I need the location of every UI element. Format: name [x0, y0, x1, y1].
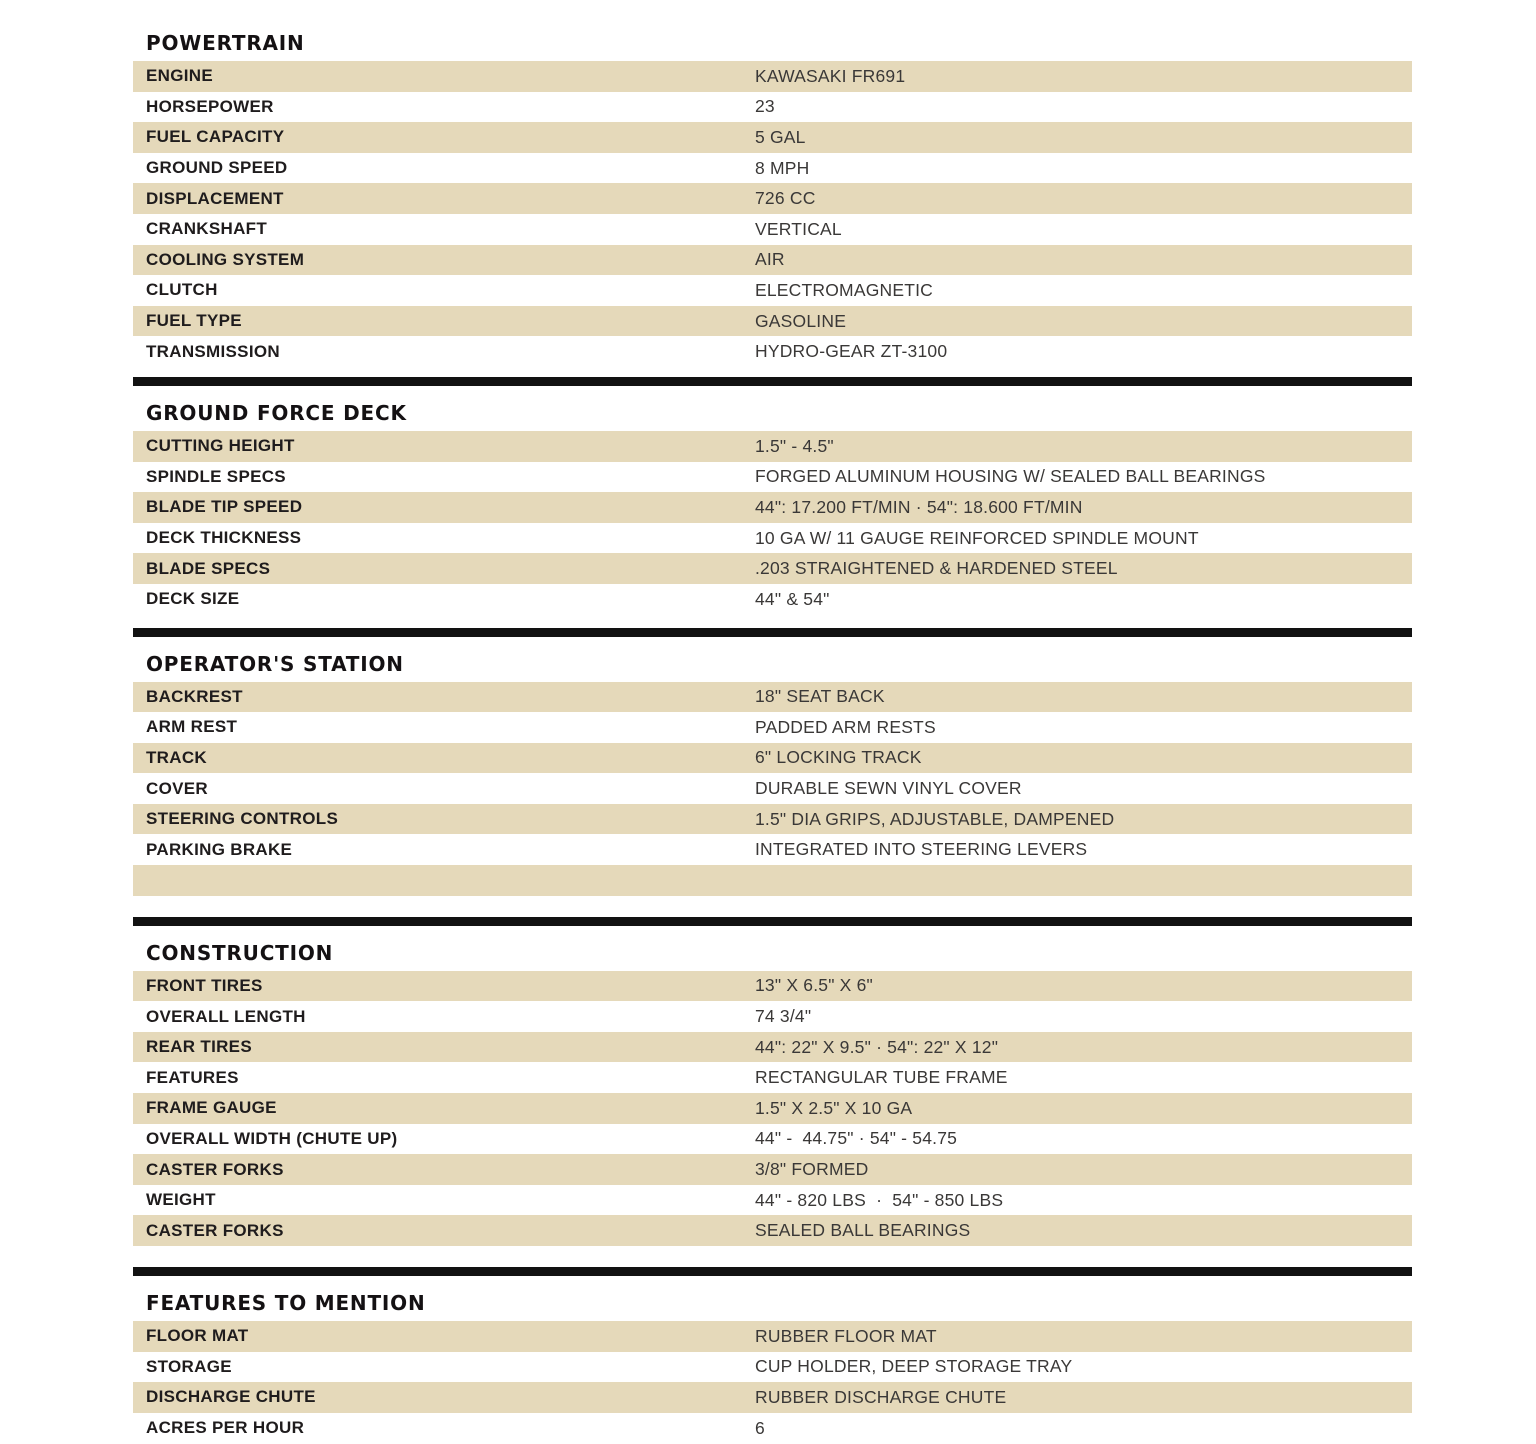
section-divider: [133, 1267, 1412, 1276]
spec-value: 1.5" X 2.5" X 10 GA: [755, 1097, 913, 1118]
spec-row: [133, 1093, 1412, 1124]
spec-row: [133, 153, 1412, 184]
section-title: POWERTRAIN: [146, 31, 305, 55]
spec-value: CUP HOLDER, DEEP STORAGE TRAY: [755, 1356, 1073, 1377]
spec-label: COVER: [146, 778, 208, 798]
spec-row: [133, 214, 1412, 245]
spec-value: .203 STRAIGHTENED & HARDENED STEEL: [755, 558, 1118, 579]
spec-label: FUEL CAPACITY: [146, 127, 285, 147]
spec-row: [133, 92, 1412, 123]
spec-label: CUTTING HEIGHT: [146, 436, 295, 456]
spec-row: [133, 584, 1412, 615]
spec-value: 8 MPH: [755, 157, 810, 178]
section-title: OPERATOR'S STATION: [146, 651, 404, 676]
spec-row-empty: [133, 865, 1412, 896]
spec-value: ELECTROMAGNETIC: [755, 279, 934, 300]
spec-label: SPINDLE SPECS: [146, 466, 286, 486]
spec-row: [133, 275, 1412, 306]
spec-value: HYDRO-GEAR ZT-3100: [755, 341, 948, 362]
spec-row: [133, 245, 1412, 276]
spec-label: COOLING SYSTEM: [146, 249, 305, 269]
section-title: GROUND FORCE DECK: [146, 400, 407, 425]
spec-section-construction: [133, 926, 1412, 1246]
section-divider: [133, 377, 1412, 386]
spec-row: [133, 1382, 1412, 1413]
section-rows: [133, 971, 1412, 1246]
spec-label: WEIGHT: [146, 1190, 216, 1210]
spec-row: [133, 336, 1412, 367]
spec-label: HORSEPOWER: [146, 96, 274, 116]
spec-label: FEATURES: [146, 1067, 239, 1087]
spec-label: CLUTCH: [146, 280, 218, 300]
spec-value: DURABLE SEWN VINYL COVER: [755, 778, 1022, 799]
spec-value: 44": 22" X 9.5" · 54": 22" X 12": [755, 1036, 999, 1057]
spec-label: DECK THICKNESS: [146, 528, 302, 548]
spec-row: [133, 492, 1412, 523]
section-rows: [133, 61, 1412, 367]
spec-row: [133, 122, 1412, 153]
spec-value: AIR: [755, 249, 785, 270]
spec-value: VERTICAL: [755, 218, 842, 239]
spec-value: 10 GA W/ 11 GAUGE REINFORCED SPINDLE MOUNT: [755, 527, 1199, 548]
spec-label: DISPLACEMENT: [146, 188, 284, 208]
spec-row: [133, 431, 1412, 462]
spec-value: 1.5" DIA GRIPS, ADJUSTABLE, DAMPENED: [755, 808, 1115, 829]
spec-label: ENGINE: [146, 66, 213, 86]
spec-value: 3/8" FORMED: [755, 1159, 869, 1180]
spec-row: [133, 462, 1412, 493]
spec-label: FLOOR MAT: [146, 1326, 249, 1346]
spec-value: INTEGRATED INTO STEERING LEVERS: [755, 839, 1088, 860]
spec-value: 6: [755, 1417, 765, 1438]
spec-value: KAWASAKI FR691: [755, 65, 906, 86]
spec-label: PARKING BRAKE: [146, 839, 293, 859]
spec-row: [133, 834, 1412, 865]
spec-row: [133, 971, 1412, 1002]
spec-label: FUEL TYPE: [146, 311, 242, 331]
spec-value: RECTANGULAR TUBE FRAME: [755, 1067, 1008, 1088]
section-rows: [133, 1321, 1412, 1443]
spec-row: [133, 682, 1412, 713]
section-rows: [133, 431, 1412, 615]
spec-value: 18" SEAT BACK: [755, 686, 885, 707]
spec-row: [133, 523, 1412, 554]
spec-value: 44" - 820 LBS · 54" - 850 LBS: [755, 1189, 1004, 1210]
spec-row: [133, 183, 1412, 214]
spec-label: BLADE TIP SPEED: [146, 497, 303, 517]
spec-label: TRACK: [146, 747, 207, 767]
spec-section-ground-force-deck: [133, 386, 1412, 615]
spec-value: 726 CC: [755, 188, 816, 209]
spec-row: [133, 1154, 1412, 1185]
section-divider: [133, 628, 1412, 637]
spec-row: [133, 1413, 1412, 1444]
spec-label: ARM REST: [146, 717, 238, 737]
spec-label: DECK SIZE: [146, 589, 240, 609]
spec-row: [133, 61, 1412, 92]
spec-value: RUBBER FLOOR MAT: [755, 1325, 937, 1346]
spec-row: [133, 1032, 1412, 1063]
spec-label: FRONT TIRES: [146, 975, 263, 995]
spec-label: BACKREST: [146, 686, 243, 706]
spec-label: ACRES PER HOUR: [146, 1418, 305, 1438]
spec-value: 23: [755, 96, 775, 117]
spec-value: 44" - 44.75" · 54" - 54.75: [755, 1128, 958, 1149]
spec-label: OVERALL WIDTH (CHUTE UP): [146, 1128, 398, 1148]
spec-row: [133, 553, 1412, 584]
spec-row: [133, 1185, 1412, 1216]
spec-label: STORAGE: [146, 1356, 232, 1376]
section-divider: [133, 917, 1412, 926]
spec-row: [133, 1001, 1412, 1032]
spec-section-operator-s-station: [133, 637, 1412, 896]
spec-value: PADDED ARM RESTS: [755, 716, 936, 737]
spec-row: [133, 1062, 1412, 1093]
spec-row: [133, 306, 1412, 337]
spec-value: 44": 17.200 FT/MIN · 54": 18.600 FT/MIN: [755, 496, 1083, 517]
spec-label: CRANKSHAFT: [146, 219, 268, 239]
spec-row: [133, 1321, 1412, 1352]
spec-value: SEALED BALL BEARINGS: [755, 1220, 971, 1241]
spec-value: 44" & 54": [755, 588, 830, 609]
spec-row: [133, 1352, 1412, 1383]
spec-label: CASTER FORKS: [146, 1159, 284, 1179]
spec-row: [133, 712, 1412, 743]
spec-section-features-to-mention: [133, 1276, 1412, 1443]
spec-row: [133, 1124, 1412, 1155]
spec-row: [133, 743, 1412, 774]
spec-value: 5 GAL: [755, 126, 806, 147]
spec-label: FRAME GAUGE: [146, 1098, 277, 1118]
spec-label: STEERING CONTROLS: [146, 809, 339, 829]
spec-value: RUBBER DISCHARGE CHUTE: [755, 1386, 1007, 1407]
spec-value: GASOLINE: [755, 310, 847, 331]
section-rows: [133, 682, 1412, 896]
spec-label: OVERALL LENGTH: [146, 1006, 306, 1026]
spec-label: CASTER FORKS: [146, 1220, 284, 1240]
spec-value: 74 3/4": [755, 1006, 812, 1027]
spec-row: [133, 804, 1412, 835]
spec-label: DISCHARGE CHUTE: [146, 1387, 316, 1407]
spec-row: [133, 1215, 1412, 1246]
spec-value: FORGED ALUMINUM HOUSING W/ SEALED BALL BEARINGS: [755, 466, 1266, 487]
spec-sheet: [133, 0, 1412, 1443]
spec-label: REAR TIRES: [146, 1037, 252, 1057]
spec-label: GROUND SPEED: [146, 158, 288, 178]
spec-label: BLADE SPECS: [146, 558, 271, 578]
spec-section-powertrain: [133, 10, 1412, 367]
spec-label: TRANSMISSION: [146, 341, 280, 361]
spec-value: 13" X 6.5" X 6": [755, 975, 873, 996]
section-title: CONSTRUCTION: [146, 940, 334, 965]
spec-value: 1.5" - 4.5": [755, 435, 834, 456]
spec-value: 6" LOCKING TRACK: [755, 747, 922, 768]
spec-row: [133, 773, 1412, 804]
section-title: FEATURES TO MENTION: [146, 1291, 426, 1315]
